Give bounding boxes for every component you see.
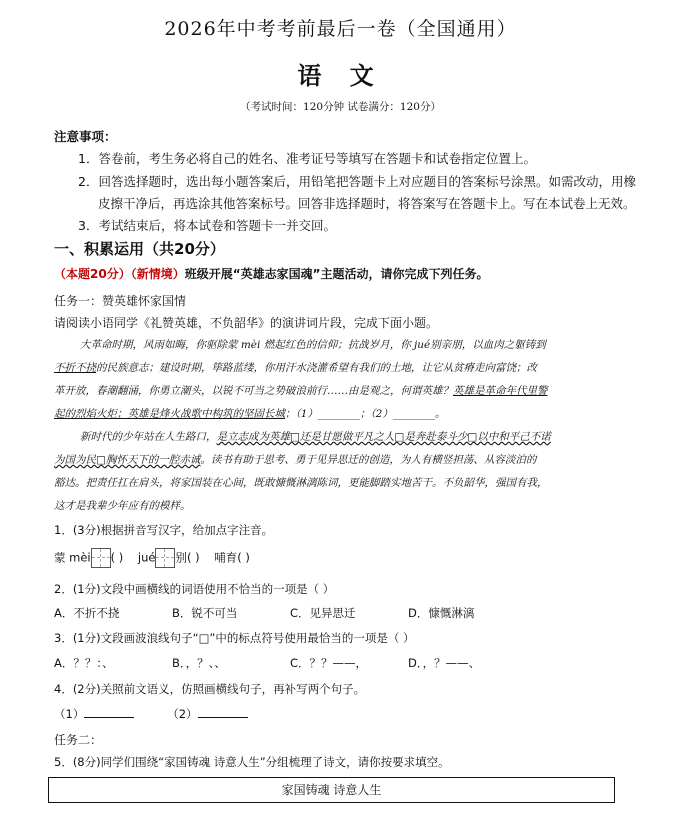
passage-1 (54, 334, 614, 426)
passage2-line: 豁达。把责任扛在肩头，将家国装在心间，既敢慷慨淋漓陈词，更能脚踏实地苦干。不负韶华，强国有我， (54, 477, 548, 489)
section-intro (54, 265, 489, 282)
question-4: 4．(2分)关照前文语义，仿照画横线句子，再补写两个句子。 (54, 682, 366, 696)
intro-tag: （新情境） (130, 267, 185, 281)
q3-option-a[interactable]: A．？？：、 (54, 656, 114, 670)
answer-blank[interactable] (198, 705, 248, 718)
q3-option-d[interactable]: D．，？——、 (408, 656, 481, 670)
intro-prefix: （本题20分） (54, 267, 131, 281)
passage1-line (54, 357, 614, 380)
task1-title: 任务一：赞英雄怀家国情 (54, 294, 187, 308)
passage1-line: 大革命时期，风雨如晦，你驱除蒙 mèi 燃起红色的信仰；抗战岁月，你 jué别亲朋，以血肉之躯铸到 (80, 339, 546, 351)
intro-rest: 班级开展“英雄志家国魂”主题活动，请你完成下列任务。 (184, 267, 489, 281)
writing-grid[interactable] (155, 548, 175, 568)
note-item: 3．考试结束后，将本试卷和答题卡一并交回。 (78, 218, 336, 233)
passage2-text: 。读书有助于思考、勇于见异思迁的创造，为人有横竖担荡、从容淡泊的 (200, 454, 537, 466)
exam-title: 2026年中考考前最后一卷（全国通用） (164, 18, 517, 40)
passage2-line (54, 449, 614, 472)
q4-blanks (54, 705, 248, 722)
wavy-sentence: 为国为民□胸怀天下的一腔赤诚 (54, 454, 201, 466)
q4-blank-label: （2） (167, 707, 198, 721)
question-5: 5．(8分)同学们围绕“家国铸魂 诗意人生”分组梳理了诗文，请你按要求填空。 (54, 755, 450, 769)
q3-option-c[interactable]: C．？？——， (290, 656, 368, 670)
q1-items (54, 548, 250, 568)
subject-title: 语 文 (297, 61, 384, 90)
passage2-line (54, 426, 614, 449)
exam-meta: （考试时间：120分钟 试卷满分：120分） (240, 101, 441, 113)
task2-title: 任务二： (54, 733, 103, 747)
note-item: 2．回答选择题时，选出每小题答案后，用铅笔把答题卡上对应题目的答案标号涂黑。如需改动，用橡 (78, 174, 636, 189)
passage1-line (54, 380, 614, 403)
passage2-line: 这才是我辈少年应有的模样。 (54, 500, 191, 512)
passage1-text: 革开放，春潮翻涌，你勇立潮头，以锐不可当之势破浪前行……由是观之，何谓英雄？ (54, 385, 453, 397)
passage1-line (54, 403, 614, 426)
q1-item: ( ) (110, 550, 124, 565)
writing-grid[interactable] (91, 548, 111, 568)
q1-item: jué (137, 550, 156, 565)
q2-option-d[interactable]: D．慷慨淋漓 (408, 606, 475, 620)
underlined-phrase: 不折不挠 (54, 362, 96, 374)
passage2-text: 新时代的少年站在人生路口， (80, 431, 217, 443)
q3-option-b[interactable]: B．，？、、 (172, 656, 226, 670)
underlined-sentence: 英雄是革命年代里警 (453, 385, 548, 397)
passage1-text: 的民族意志；建设时期，筚路蓝缕，你用汗水浇灌希望有我们的土地，让它从贫瘠走向富饶；改 (96, 362, 537, 374)
passage-2 (54, 426, 614, 518)
underlined-sentence: 起的烈焰火炬；英雄是烽火战歌中构筑的坚固长城 (54, 408, 285, 420)
note-item: 皮擦干净后，再选涂其他答案标号。回答非选择题时，将答案写在答题卡上。写在本试卷上无效。 (98, 196, 636, 211)
q1-item: 哺育( ) (214, 550, 250, 565)
question-2: 2．(1分)文段中画横线的词语使用不恰当的一项是（ ） (54, 582, 335, 596)
section-heading: 一、积累运用（共20分） (54, 240, 225, 258)
notes-heading: 注意事项： (54, 129, 117, 144)
question-1: 1．(3分)根据拼音写汉字，给加点字注音。 (54, 523, 274, 537)
poem-table-header: 家国铸魂 诗意人生 (48, 777, 615, 803)
q1-item: 别( ) (175, 550, 200, 565)
wavy-sentence: 是立志成为英雄□还是甘愿做平凡之人□是奔赴泰斗少□以中和平己不诺 (216, 431, 551, 443)
question-3: 3．(1分)文段画波浪线句子“□”中的标点符号使用最恰当的一项是（ ） (54, 631, 415, 645)
note-item: 1．答卷前，考生务必将自己的姓名、准考证号等填写在答题卡和试卷指定位置上。 (78, 151, 536, 166)
passage1-blanks: ；（1）________；（2）________。 (285, 408, 446, 420)
answer-blank[interactable] (84, 705, 134, 718)
q2-option-b[interactable]: B．锐不可当 (172, 606, 238, 620)
task1-desc: 请阅读小语同学《礼赞英雄，不负韶华》的演讲词片段，完成下面小题。 (54, 316, 439, 330)
q1-item: 蒙 mèi (54, 550, 91, 565)
q2-option-a[interactable]: A．不折不挠 (54, 606, 120, 620)
q4-blank-label: （1） (54, 707, 85, 721)
q2-option-c[interactable]: C．见异思迁 (290, 606, 356, 620)
